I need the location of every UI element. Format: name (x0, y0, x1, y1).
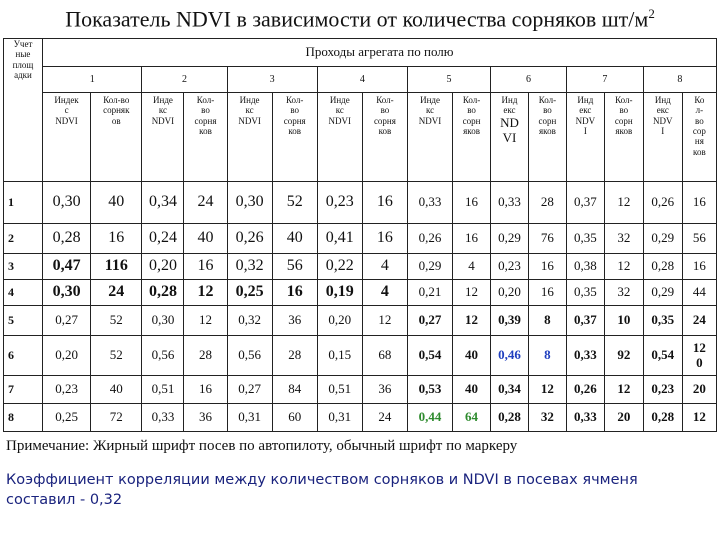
ndvi-subheader-4: Инде кс NDVI (317, 93, 362, 182)
weeds-cell: 52 (91, 306, 142, 336)
page-title: Показатель NDVI в зависимости от количества сорняков $шт/м^2$ (65, 6, 655, 32)
ndvi-cell: 0,35 (566, 280, 604, 306)
ndvi-cell: 0,32 (227, 306, 272, 336)
table-row (4, 182, 717, 224)
pass-header-8: 8 (643, 67, 716, 93)
ndvi-cell: 0,19 (317, 280, 362, 306)
weeds-cell: 40 (272, 224, 317, 254)
ndvi-cell: 0,54 (643, 336, 682, 376)
ndvi-cell: 0,33 (566, 336, 604, 376)
weeds-cell: 28 (184, 336, 227, 376)
weeds-subheader-7: Кол- во сорн яков (604, 93, 643, 182)
ndvi-cell: 0,33 (407, 182, 452, 224)
ndvi-cell: 0,27 (42, 306, 90, 336)
pass-header-2: 2 (142, 67, 227, 93)
weeds-cell: 32 (604, 280, 643, 306)
weeds-subheader-3: Кол- во сорня ков (272, 93, 317, 182)
ndvi-cell: 0,35 (643, 306, 682, 336)
row-number: 8 (4, 404, 43, 432)
weeds-cell: 36 (362, 376, 407, 404)
weeds-cell: 40 (453, 376, 491, 404)
ndvi-subheader-6-label: ND VI (500, 114, 519, 145)
areas-header: Учет ные площ адки (4, 39, 43, 182)
ndvi-cell: 0,44 (407, 404, 452, 432)
ndvi-cell: 0,28 (142, 280, 184, 306)
ndvi-cell: 0,51 (142, 376, 184, 404)
ndvi-cell: 0,32 (227, 254, 272, 280)
weeds-cell: 68 (362, 336, 407, 376)
ndvi-cell: 0,21 (407, 280, 452, 306)
table-row (4, 336, 717, 376)
weeds-cell: 12 (528, 376, 566, 404)
weeds-cell: 16 (362, 182, 407, 224)
ndvi-cell: 0,53 (407, 376, 452, 404)
ndvi-subheader-3: Инде кс NDVI (227, 93, 272, 182)
weeds-cell: 8 (528, 306, 566, 336)
ndvi-cell: 0,24 (142, 224, 184, 254)
ndvi-cell: 0,26 (643, 182, 682, 224)
ndvi-cell: 0,56 (142, 336, 184, 376)
ndvi-cell: 0,28 (643, 254, 682, 280)
pass-header-5: 5 (407, 67, 490, 93)
weeds-cell: 16 (362, 224, 407, 254)
weeds-cell: 64 (453, 404, 491, 432)
table-row (4, 404, 717, 432)
weeds-cell: 12 (682, 404, 716, 432)
ndvi-cell: 0,37 (566, 182, 604, 224)
weeds-cell: 10 (604, 306, 643, 336)
ndvi-cell: 0,51 (317, 376, 362, 404)
ndvi-cell: 0,20 (42, 336, 90, 376)
ndvi-cell: 0,31 (317, 404, 362, 432)
weeds-cell: 36 (272, 306, 317, 336)
ndvi-cell: 0,29 (643, 280, 682, 306)
weeds-cell: 12 (184, 280, 227, 306)
weeds-cell: 32 (528, 404, 566, 432)
ndvi-cell: 0,33 (491, 182, 529, 224)
ndvi-cell: 0,30 (142, 306, 184, 336)
ndvi-cell: 0,30 (227, 182, 272, 224)
ndvi-cell: 0,56 (227, 336, 272, 376)
ndvi-cell: 0,28 (491, 404, 529, 432)
weeds-cell: 116 (91, 254, 142, 280)
weeds-cell: 12 (453, 280, 491, 306)
ndvi-cell: 0,33 (142, 404, 184, 432)
weeds-cell: 16 (682, 182, 716, 224)
ndvi-cell: 0,34 (142, 182, 184, 224)
weeds-cell: 56 (272, 254, 317, 280)
ndvi-cell: 0,37 (566, 306, 604, 336)
table-row (4, 280, 717, 306)
row-number: 7 (4, 376, 43, 404)
weeds-cell: 32 (604, 224, 643, 254)
weeds-cell: 20 (682, 376, 716, 404)
weeds-subheader-6: Кол- во сорн яков (528, 93, 566, 182)
weeds-cell: 16 (528, 254, 566, 280)
ndvi-cell: 0,54 (407, 336, 452, 376)
ndvi-cell: 0,20 (491, 280, 529, 306)
ndvi-cell: 0,29 (491, 224, 529, 254)
row-number: 6 (4, 336, 43, 376)
weeds-cell: 52 (91, 336, 142, 376)
weeds-subheader-5: Кол- во сорн яков (453, 93, 491, 182)
ndvi-subheader-2: Инде кс NDVI (142, 93, 184, 182)
ndvi-cell: 0,23 (643, 376, 682, 404)
pass-header-4: 4 (317, 67, 407, 93)
weeds-cell: 12 (362, 306, 407, 336)
weeds-cell: 44 (682, 280, 716, 306)
passes-header: Проходы агрегата по полю (42, 39, 716, 67)
ndvi-cell: 0,25 (227, 280, 272, 306)
weeds-cell: 92 (604, 336, 643, 376)
weeds-cell: 16 (453, 182, 491, 224)
weeds-subheader-1: Кол-во сорняк ов (91, 93, 142, 182)
weeds-cell: 60 (272, 404, 317, 432)
ndvi-subheader-8: Инд екс NDV I (643, 93, 682, 182)
row-number: 3 (4, 254, 43, 280)
weeds-cell: 40 (453, 336, 491, 376)
weeds-cell: 76 (528, 224, 566, 254)
ndvi-cell: 0,23 (42, 376, 90, 404)
weeds-cell: 12 (604, 254, 643, 280)
table-row (4, 376, 717, 404)
row-number: 2 (4, 224, 43, 254)
ndvi-subheader-1: Индек с NDVI (42, 93, 90, 182)
weeds-cell: 16 (91, 224, 142, 254)
ndvi-cell: 0,29 (407, 254, 452, 280)
pass-header-3: 3 (227, 67, 317, 93)
weeds-cell: 40 (91, 376, 142, 404)
ndvi-cell: 0,25 (42, 404, 90, 432)
weeds-cell: 12 (604, 182, 643, 224)
ndvi-cell: 0,27 (227, 376, 272, 404)
weeds-subheader-4: Кол- во сорня ков (362, 93, 407, 182)
weeds-cell: 40 (91, 182, 142, 224)
row-number: 4 (4, 280, 43, 306)
table-row (4, 224, 717, 254)
weeds-cell: 28 (528, 182, 566, 224)
ndvi-cell: 0,20 (317, 306, 362, 336)
weeds-cell: 28 (272, 336, 317, 376)
ndvi-cell: 0,29 (643, 224, 682, 254)
ndvi-cell: 0,38 (566, 254, 604, 280)
pass-header-7: 7 (566, 67, 643, 93)
ndvi-cell: 0,30 (42, 182, 90, 224)
weeds-cell: 36 (184, 404, 227, 432)
pass-header-1: 1 (42, 67, 141, 93)
weeds-cell: 4 (362, 280, 407, 306)
weeds-cell: 24 (184, 182, 227, 224)
correlation-text: Коэффициент корреляции между количеством сорняков и NDVI в посевах ячменя составил - 0,32 (6, 472, 638, 509)
ndvi-subheader-6: Инд екс ND VI (491, 93, 529, 182)
row-number: 5 (4, 306, 43, 336)
ndvi-subheader-5: Инде кс NDVI (407, 93, 452, 182)
weeds-cell: 72 (91, 404, 142, 432)
ndvi-cell: 0,34 (491, 376, 529, 404)
weeds-cell: 84 (272, 376, 317, 404)
weeds-cell: 12 (453, 306, 491, 336)
note-text: Примечание: Жирный шрифт посев по автопилоту, обычный шрифт по маркеру (6, 438, 518, 454)
ndvi-cell: 0,31 (227, 404, 272, 432)
table-row (4, 306, 717, 336)
weeds-cell: 40 (184, 224, 227, 254)
ndvi-cell: 0,35 (566, 224, 604, 254)
ndvi-cell: 0,20 (142, 254, 184, 280)
weeds-cell: 12 0 (682, 336, 716, 376)
ndvi-cell: 0,39 (491, 306, 529, 336)
weeds-cell: 56 (682, 224, 716, 254)
weeds-subheader-8: Ко л- во сор ня ков (682, 93, 716, 182)
row-number: 1 (4, 182, 43, 224)
ndvi-cell: 0,28 (42, 224, 90, 254)
weeds-cell: 16 (184, 376, 227, 404)
weeds-cell: 24 (682, 306, 716, 336)
ndvi-cell: 0,15 (317, 336, 362, 376)
ndvi-cell: 0,47 (42, 254, 90, 280)
weeds-cell: 16 (272, 280, 317, 306)
weeds-cell: 4 (453, 254, 491, 280)
weeds-subheader-2: Кол- во сорня ков (184, 93, 227, 182)
weeds-cell: 8 (528, 336, 566, 376)
ndvi-cell: 0,46 (491, 336, 529, 376)
ndvi-cell: 0,26 (566, 376, 604, 404)
ndvi-cell: 0,23 (317, 182, 362, 224)
weeds-cell: 52 (272, 182, 317, 224)
weeds-cell: 4 (362, 254, 407, 280)
ndvi-cell: 0,26 (407, 224, 452, 254)
ndvi-cell: 0,23 (491, 254, 529, 280)
pass-header-6: 6 (491, 67, 567, 93)
weeds-cell: 16 (682, 254, 716, 280)
weeds-cell: 24 (362, 404, 407, 432)
weeds-cell: 16 (453, 224, 491, 254)
weeds-cell: 16 (528, 280, 566, 306)
weeds-cell: 12 (604, 376, 643, 404)
ndvi-cell: 0,28 (643, 404, 682, 432)
weeds-cell: 20 (604, 404, 643, 432)
ndvi-cell: 0,41 (317, 224, 362, 254)
ndvi-cell: 0,33 (566, 404, 604, 432)
ndvi-cell: 0,30 (42, 280, 90, 306)
ndvi-subheader-7: Инд екс NDV I (566, 93, 604, 182)
weeds-cell: 24 (91, 280, 142, 306)
ndvi-table (3, 38, 717, 432)
ndvi-cell: 0,27 (407, 306, 452, 336)
weeds-cell: 16 (184, 254, 227, 280)
ndvi-cell: 0,22 (317, 254, 362, 280)
ndvi-cell: 0,26 (227, 224, 272, 254)
table-row (4, 254, 717, 280)
weeds-cell: 12 (184, 306, 227, 336)
